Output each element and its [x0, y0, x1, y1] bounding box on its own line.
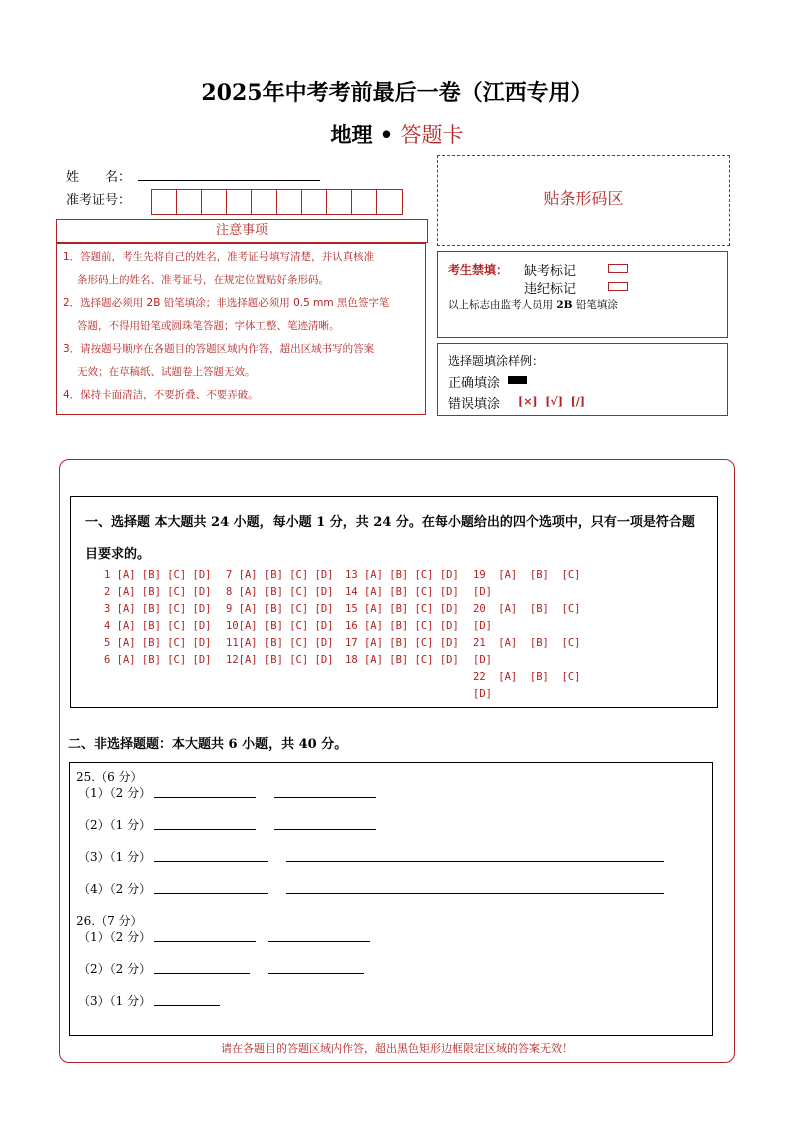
- mcq-row-wrap[interactable]: [D]: [473, 586, 492, 598]
- mcq-row[interactable]: 8 [A] [B] [C] [D]: [226, 586, 334, 598]
- mcq-row[interactable]: 7 [A] [B] [C] [D]: [226, 569, 334, 581]
- mcq-row[interactable]: 11[A] [B] [C] [D]: [226, 637, 334, 649]
- id-digit-box[interactable]: [277, 190, 302, 214]
- page-subtitle: [0, 119, 794, 149]
- q25-part-3: （3）（1 分）: [78, 850, 152, 864]
- mcq-section: [70, 496, 718, 708]
- footer-rule-left: [69, 1035, 129, 1036]
- mcq-row[interactable]: 17 [A] [B] [C] [D]: [345, 637, 459, 649]
- mcq-row[interactable]: 3 [A] [B] [C] [D]: [104, 603, 212, 615]
- mcq-row[interactable]: 13 [A] [B] [C] [D]: [345, 569, 459, 581]
- note-post: 铅笔填涂: [572, 299, 618, 311]
- mcq-row[interactable]: 18 [A] [B] [C] [D]: [345, 654, 459, 666]
- mcq-row[interactable]: 22 [A] [B] [C]: [473, 671, 581, 683]
- id-digit-box[interactable]: [352, 190, 377, 214]
- notice-heading: 注意事项: [56, 219, 428, 243]
- id-digit-box[interactable]: [202, 190, 227, 214]
- exam-id-boxes[interactable]: [151, 189, 403, 215]
- q26-part-3: （3）（1 分）: [78, 994, 152, 1008]
- forbidden-box: [437, 251, 728, 338]
- mcq-row[interactable]: 6 [A] [B] [C] [D]: [104, 654, 212, 666]
- absent-mark-box[interactable]: [608, 264, 628, 273]
- answer-line[interactable]: [268, 941, 370, 942]
- violation-mark-box[interactable]: [608, 282, 628, 291]
- id-digit-box[interactable]: [177, 190, 202, 214]
- title-dot: •: [372, 122, 401, 147]
- id-digit-box[interactable]: [152, 190, 177, 214]
- answer-card-label: 答题卡: [400, 123, 464, 147]
- wrong-label: 错误填涂: [448, 397, 501, 412]
- name-field[interactable]: [138, 180, 320, 181]
- id-digit-box[interactable]: [377, 190, 402, 214]
- notice-line: 无效；在草稿纸、试题卷上答题无效。: [77, 366, 256, 378]
- answer-line[interactable]: [154, 1005, 220, 1006]
- mcq-row[interactable]: 19 [A] [B] [C]: [473, 569, 581, 581]
- mcq-row-wrap[interactable]: [D]: [473, 688, 492, 700]
- id-digit-box[interactable]: [252, 190, 277, 214]
- correct-label: 正确填涂: [448, 376, 501, 391]
- answer-line[interactable]: [286, 893, 664, 894]
- forbidden-label: 考生禁填：: [448, 263, 509, 277]
- mcq-row-wrap[interactable]: [D]: [473, 654, 492, 666]
- answer-line[interactable]: [154, 861, 268, 862]
- notice-line: 3．请按题号顺序在各题目的答题区域内作答，超出区域书写的答案: [63, 343, 375, 355]
- answer-line[interactable]: [286, 861, 664, 862]
- barcode-area: 贴条形码区: [437, 155, 730, 246]
- mcq-row[interactable]: 16 [A] [B] [C] [D]: [345, 620, 459, 632]
- forbidden-note: [448, 297, 618, 312]
- q26-heading: 26.（7 分）: [76, 914, 143, 928]
- notice-body: [56, 243, 426, 415]
- notice-line: 2．选择题必须用 2B 铅笔填涂；非选择题必须用 0.5 mm 黑色签字笔: [63, 297, 390, 309]
- answer-line[interactable]: [154, 973, 250, 974]
- mcq-row[interactable]: 21 [A] [B] [C]: [473, 637, 581, 649]
- section-2-title: 二、非选择题题：本大题共 6 小题，共 40 分。: [68, 737, 348, 752]
- mcq-row-wrap[interactable]: [D]: [473, 620, 492, 632]
- page-title: 2025年中考考前最后一卷（江西专用）: [201, 80, 593, 106]
- answer-line[interactable]: [154, 829, 256, 830]
- id-digit-box[interactable]: [302, 190, 327, 214]
- answer-line[interactable]: [154, 893, 268, 894]
- q25-part-2: （2）（1 分）: [78, 818, 152, 832]
- mcq-row[interactable]: 1 [A] [B] [C] [D]: [104, 569, 212, 581]
- exam-id-label: 准考证号：: [66, 193, 132, 208]
- note-pre: 以上标志由监考人员用: [448, 299, 557, 311]
- q25-heading: 25.（6 分）: [76, 770, 143, 784]
- wrong-fill-samples: [×] [√] [/]: [518, 395, 586, 408]
- mcq-row[interactable]: 4 [A] [B] [C] [D]: [104, 620, 212, 632]
- absent-label: 缺考标记: [524, 264, 577, 279]
- notice-line: 1．答题前，考生先将自己的姓名，准考证号填写清楚，并认真核准: [63, 251, 375, 263]
- mcq-row[interactable]: 9 [A] [B] [C] [D]: [226, 603, 334, 615]
- mcq-row[interactable]: 14 [A] [B] [C] [D]: [345, 586, 459, 598]
- q26-part-1: （1）（2 分）: [78, 930, 152, 944]
- mcq-row[interactable]: 20 [A] [B] [C]: [473, 603, 581, 615]
- correct-fill-sample: [508, 376, 527, 384]
- note-bold: 2B: [556, 299, 573, 311]
- mcq-row[interactable]: 12[A] [B] [C] [D]: [226, 654, 334, 666]
- name-label: 姓 名：: [66, 170, 132, 185]
- sample-title: 选择题填涂样例：: [448, 354, 545, 368]
- fill-sample-box: [437, 343, 728, 416]
- mcq-row[interactable]: 15 [A] [B] [C] [D]: [345, 603, 459, 615]
- mcq-row[interactable]: 10[A] [B] [C] [D]: [226, 620, 334, 632]
- id-digit-box[interactable]: [327, 190, 352, 214]
- q25-part-4: （4）（2 分）: [78, 882, 152, 896]
- answer-line[interactable]: [274, 797, 376, 798]
- footer-warning: 请在各题目的答题区域内作答，超出黑色矩形边框限定区域的答案无效！: [221, 1042, 573, 1055]
- footer-rule-right: [584, 1035, 713, 1036]
- q26-part-2: （2）（2 分）: [78, 962, 152, 976]
- written-answer-box: [69, 762, 713, 1036]
- answer-line[interactable]: [268, 973, 364, 974]
- id-digit-box[interactable]: [227, 190, 252, 214]
- subject-label: 地理: [330, 122, 373, 147]
- answer-line[interactable]: [154, 797, 256, 798]
- answer-line[interactable]: [154, 941, 256, 942]
- mcq-row[interactable]: 2 [A] [B] [C] [D]: [104, 586, 212, 598]
- notice-line: 4．保持卡面清洁，不要折叠、不要弄破。: [63, 389, 259, 401]
- q25-part-1: （1）（2 分）: [78, 786, 152, 800]
- violation-label: 违纪标记: [524, 282, 577, 297]
- notice-line: 答题，不得用铅笔或圆珠笔答题；字体工整、笔迹清晰。: [77, 320, 340, 332]
- notice-line: 条形码上的姓名、准考证号，在规定位置贴好条形码。: [77, 274, 329, 286]
- mcq-title: 一、选择题 本大题共 24 小题，每小题 1 分，共 24 分。在每小题给出的四个选项中，只有一项是符合题目要求的。: [85, 515, 695, 562]
- answer-line[interactable]: [274, 829, 376, 830]
- mcq-row[interactable]: 5 [A] [B] [C] [D]: [104, 637, 212, 649]
